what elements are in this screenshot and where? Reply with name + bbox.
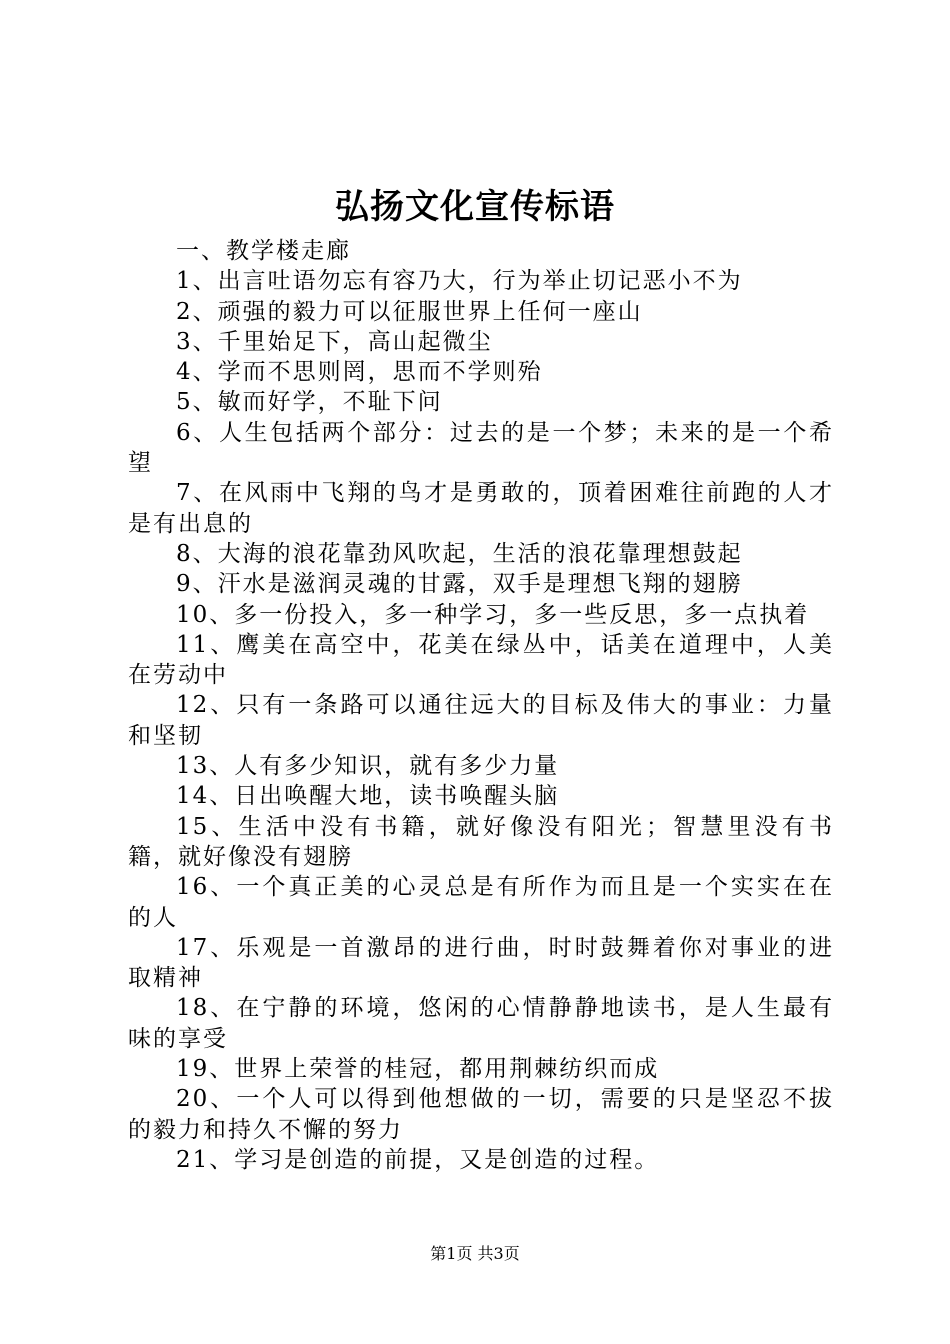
slogan-item: 3、千里始足下，高山起微尘: [176, 328, 493, 355]
slogan-item: 7、在风雨中飞翔的鸟才是勇敢的，顶着困难往前跑的人才是有出息的: [128, 480, 834, 537]
slogan-item: 17、乐观是一首激昂的进行曲，时时鼓舞着你对事业的进取精神: [128, 934, 834, 992]
slogan-item: 9、汗水是滋润灵魂的甘露，双手是理想飞翔的翅膀: [176, 571, 743, 598]
section-heading: 一、教学楼走廊: [176, 238, 351, 264]
document-body: [128, 236, 834, 1175]
slogan-item: 13、人有多少知识，就有多少力量: [176, 753, 560, 780]
slogan-item: 20、一个人可以得到他想做的一切，需要的只是坚忍不拔的毅力和持久不懈的努力: [128, 1086, 834, 1143]
document-title: 弘扬文化宣传标语: [335, 187, 615, 227]
slogan-item: 11、鹰美在高空中，花美在绿丛中，话美在道理中，人美在劳动中: [128, 631, 834, 689]
slogan-item: 2、顽强的毅力可以征服世界上任何一座山: [176, 298, 643, 325]
slogan-item: 18、在宁静的环境，悠闲的心情静静地读书，是人生最有味的享受: [128, 995, 834, 1052]
slogan-item: 6、人生包括两个部分：过去的是一个梦；未来的是一个希望: [128, 419, 834, 477]
slogan-item: 19、世界上荣誉的桂冠，都用荆棘纺织而成: [176, 1056, 660, 1083]
slogan-item: 5、敏而好学，不耻下问: [176, 389, 443, 416]
slogan-item: 15、生活中没有书籍，就好像没有阳光；智慧里没有书籍，就好像没有翅膀: [128, 813, 834, 870]
slogan-item: 4、学而不思则罔，思而不学则殆: [176, 359, 543, 386]
slogan-item: 1、出言吐语勿忘有容乃大，行为举止切记恶小不为: [176, 268, 743, 295]
slogan-item: 12、只有一条路可以通往远大的目标及伟大的事业：力量和坚韧: [128, 692, 834, 749]
slogan-item: 8、大海的浪花靠劲风吹起，生活的浪花靠理想鼓起: [176, 540, 743, 567]
page-footer: 第1页 共3页: [430, 1244, 520, 1263]
slogan-item: 10、多一份投入，多一种学习，多一些反思，多一点执着: [176, 601, 810, 628]
slogan-item: 21、学习是创造的前提，又是创造的过程。: [176, 1146, 660, 1173]
slogan-item: 14、日出唤醒大地，读书唤醒头脑: [176, 783, 560, 810]
slogan-item: 16、一个真正美的心灵总是有所作为而且是一个实实在在的人: [128, 874, 834, 931]
